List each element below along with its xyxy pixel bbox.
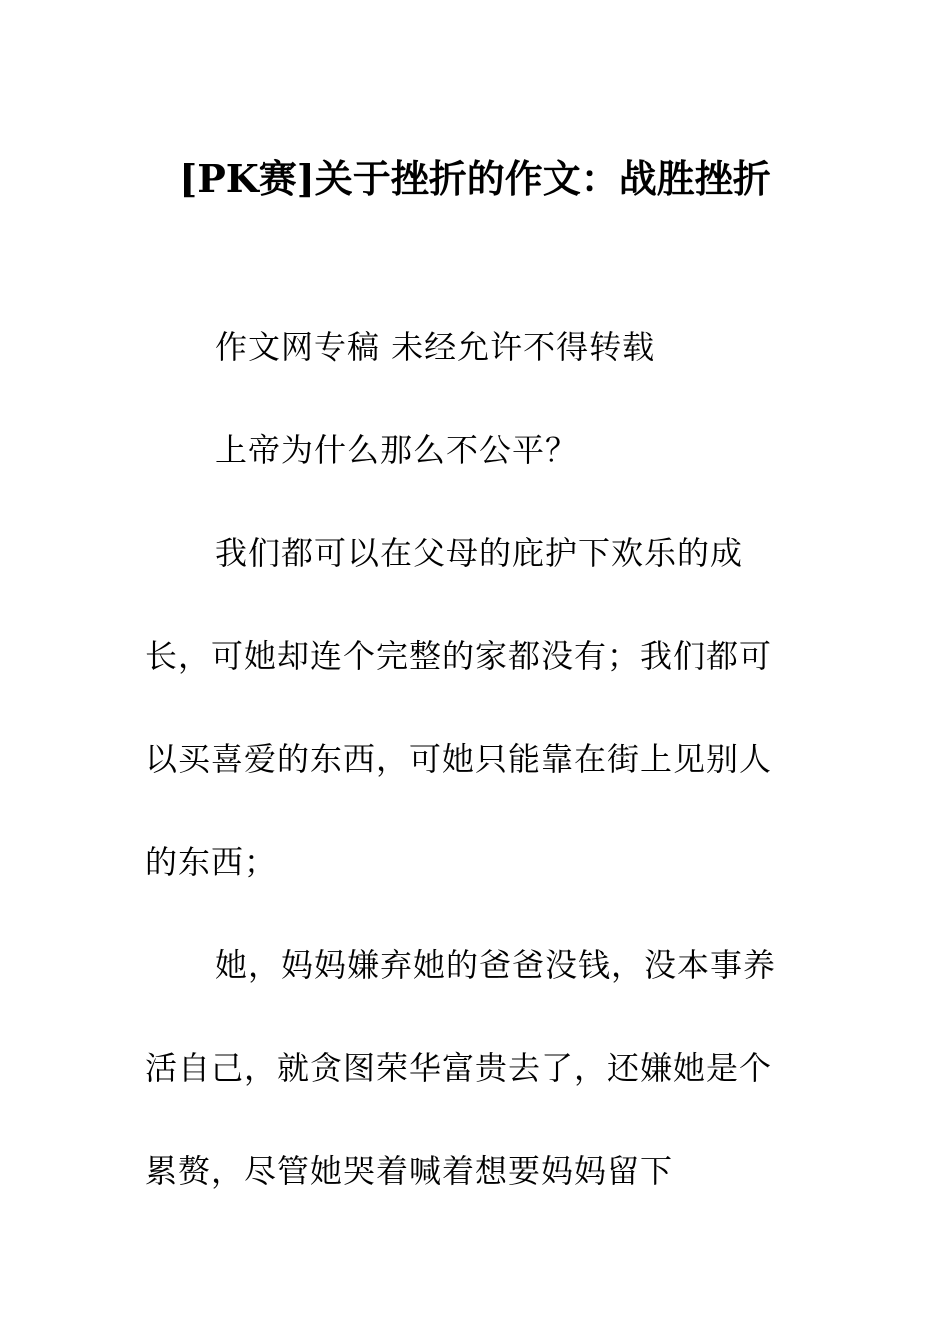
paragraph-story: 她，妈妈嫌弃她的爸爸没钱，没本事养活自己，就贪图荣华富贵去了，还嫌她是个累赘，尽管她哭着喊着想要妈妈留下 <box>145 946 777 1190</box>
paragraph-comparison: 我们都可以在父母的庇护下欢乐的成长，可她却连个完整的家都没有；我们都可以买喜爱的东西，可她只能靠在街上见别人的东西； <box>145 534 773 881</box>
document-body <box>145 296 777 1223</box>
paragraph-byline: 作文网专稿 未经允许不得转载 <box>215 328 656 366</box>
paragraph-question: 上帝为什么那么不公平？ <box>215 431 579 469</box>
document-title: [PK赛]关于挫折的作文：战胜挫折 <box>179 156 771 202</box>
